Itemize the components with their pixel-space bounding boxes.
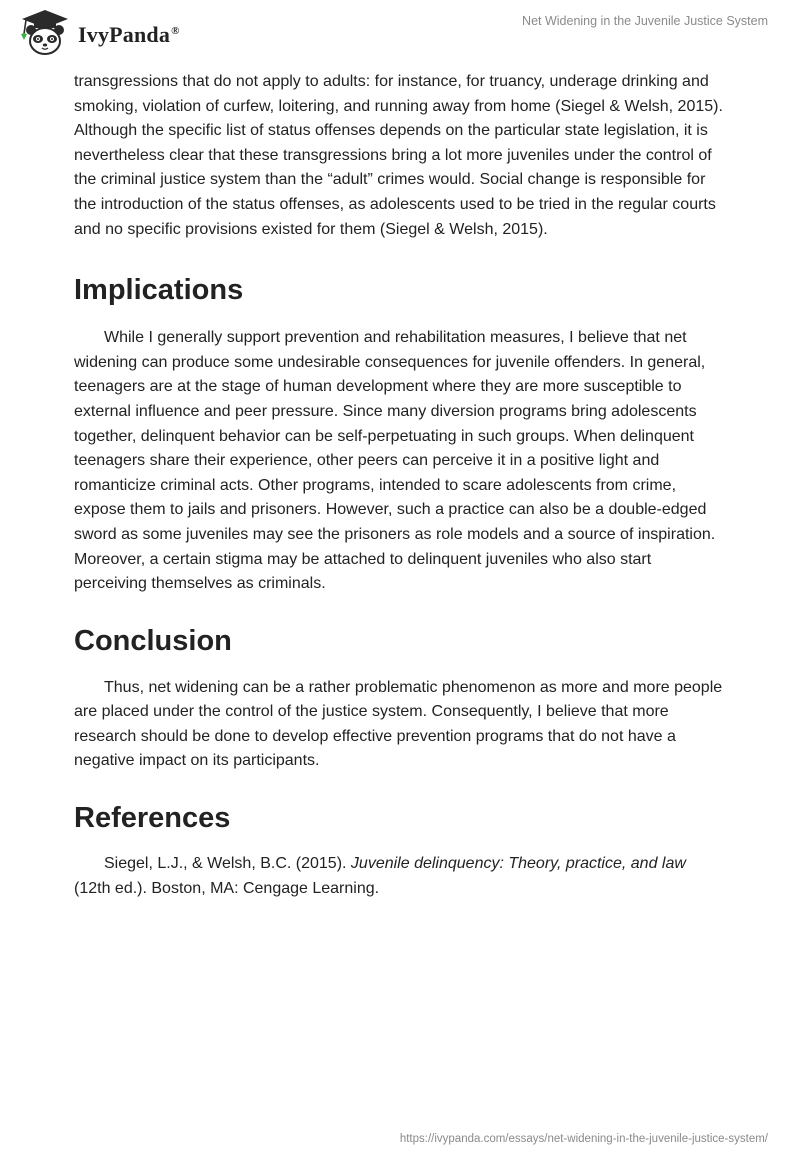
conclusion-heading: Conclusion [74, 624, 232, 657]
intro-paragraph: transgressions that do not apply to adults: for instance, for truancy, underage drinking and smoking, violation of curfew, loitering, and running away from home (Siegel & Welsh, 2015). Although the specific list of status offenses depends on the particular state legislation, it is nevertheless clear that these transgressions bring a lot more juveniles under the control of the criminal justice system than the “adult” crimes would. Social change is responsible for the introduction of the status offenses, as adolescents used to be tried in the regular courts and no specific provisions existed for them (Siegel & Welsh, 2015). [74, 73, 723, 238]
page-header [0, 0, 800, 64]
reference-entry [74, 852, 724, 901]
reference-title: Juvenile delinquency: Theory, practice, and law [350, 855, 686, 873]
reference-details: (12th ed.). Boston, MA: Cengage Learning. [74, 879, 380, 897]
brand-label: IvyPanda [78, 22, 171, 47]
reference-authors: Siegel, L.J., & Welsh, B.C. (2015). [104, 855, 351, 873]
panda-graduate-icon [16, 8, 74, 58]
conclusion-paragraph: Thus, net widening can be a rather problematic phenomenon as more and more people are placed under the control of the justice system. Consequently, I believe that more research should be done to develop effective prevention programs that do not have a negative impact on its participants. [74, 678, 723, 770]
implications-paragraph: While I generally support prevention and rehabilitation measures, I believe that net widening can produce some undesirable consequences for juvenile offenders. In general, teenagers are at the stage of human development where they are more susceptible to external influence and peer pressure. Since many diversion programs bring adolescents together, delinquent behavior can be self-perpetuating in such groups. When delinquent teenagers share their experience, other peers can perceive it in a positive light and romanticize criminal acts. Other programs, intended to scare adolescents from crime, expose them to jails and prisoners. However, such a practice can also be a double-edged sword as some juveniles may see the prisoners as role models and a source of inspiration. Moreover, a certain stigma may be attached to delinquent juveniles who also start perceiving themselves as criminals. [74, 329, 716, 593]
source-url[interactable]: https://ivypanda.com/essays/net-widening-in-the-juvenile-justice-system/ [399, 1133, 768, 1145]
ivypanda-logo[interactable] [16, 8, 180, 58]
brand-name [78, 22, 180, 48]
registered-mark: ® [171, 24, 180, 37]
essay-content [74, 70, 724, 901]
document-title: Net Widening in the Juvenile Justice System [522, 14, 768, 28]
implications-heading: Implications [74, 274, 244, 307]
references-heading: References [74, 802, 231, 835]
